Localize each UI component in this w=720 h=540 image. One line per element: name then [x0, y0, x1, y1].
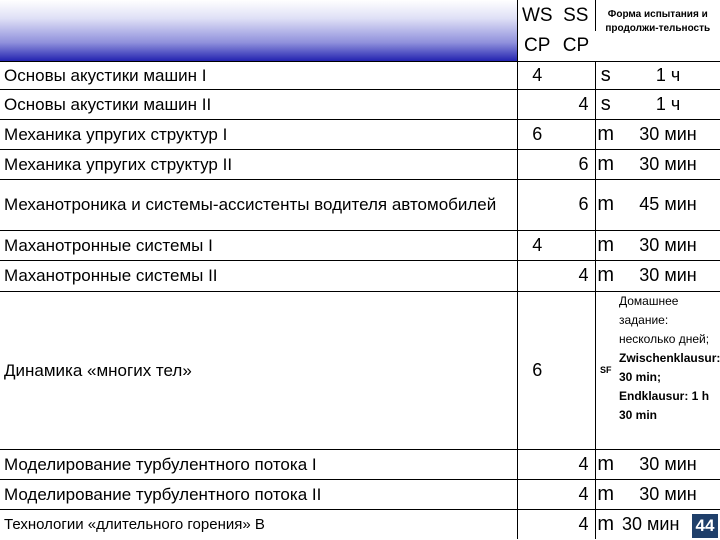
course-name: Механика упругих структур I: [0, 119, 517, 149]
ss-credits: 4: [557, 449, 595, 479]
exam-duration: 1 ч: [616, 89, 720, 119]
exam-form: m: [595, 149, 616, 179]
course-name: Механотроника и системы-ассистенты водителя автомобилей: [0, 179, 517, 230]
ss-credits: [557, 61, 595, 89]
ss-credits: [557, 230, 595, 260]
header-blank-cell: [0, 0, 517, 61]
duration-line: Zwischenklausur: 30 min;: [619, 350, 720, 384]
ws-credits: [517, 179, 557, 230]
ws-credits: 6: [517, 291, 557, 449]
exam-form: m: [595, 119, 616, 149]
table-row: [0, 119, 720, 149]
header-ws: WS: [521, 4, 553, 26]
table-row: [0, 61, 720, 89]
exam-duration: 30 мин: [616, 230, 720, 260]
exam-form: m: [595, 179, 616, 230]
page-number-badge: 44: [692, 514, 718, 538]
course-name: Основы акустики машин I: [0, 61, 517, 89]
ws-credits: 4: [517, 61, 557, 89]
exam-duration: 1 ч: [616, 61, 720, 89]
header-ss: SS: [557, 0, 595, 31]
ws-credits: [517, 449, 557, 479]
exam-form: m: [597, 512, 615, 535]
duration-line: Домашнее задание:: [619, 293, 679, 327]
table-row: [0, 479, 720, 509]
exam-duration: 45 мин: [616, 179, 720, 230]
header-cp-1: CP: [517, 31, 557, 61]
exam-duration: 30 мин: [622, 513, 680, 534]
table-row: [0, 260, 720, 291]
course-name: Динамика «многих тел»: [0, 291, 517, 449]
ss-credits: 4: [557, 260, 595, 291]
exam-duration: 30 мин: [616, 479, 720, 509]
exam-duration: 30 мин: [616, 449, 720, 479]
table-row: [0, 449, 720, 479]
ws-credits: [517, 149, 557, 179]
ss-credits: 6: [557, 179, 595, 230]
header-row-1: [0, 0, 720, 31]
ws-credits: [517, 479, 557, 509]
table-row: [0, 291, 720, 449]
exam-form: s: [595, 61, 616, 89]
exam-form: SF: [595, 291, 616, 449]
course-name: Моделирование турбулентного потока I: [0, 449, 517, 479]
duration-line: несколько дней;: [619, 331, 710, 346]
ss-credits: [557, 119, 595, 149]
exam-duration: 30 мин: [616, 119, 720, 149]
ws-credits: 6: [517, 119, 557, 149]
course-name: Моделирование турбулентного потока II: [0, 479, 517, 509]
exam-form: m: [595, 449, 616, 479]
ss-credits: [557, 291, 595, 449]
exam-duration-detail: [616, 291, 720, 449]
table-row: [0, 149, 720, 179]
exam-duration: 30 мин: [616, 260, 720, 291]
course-name: Маханотронные системы II: [0, 260, 517, 291]
course-name: Технологии «длительного горения» B: [0, 509, 517, 539]
ss-credits: 6: [557, 149, 595, 179]
table-row: [0, 89, 720, 119]
ws-credits: [517, 260, 557, 291]
ss-credits: 4: [557, 479, 595, 509]
course-name: Маханотронные системы I: [0, 230, 517, 260]
header-form-title: Форма испытания и продолжи-тельность: [595, 0, 720, 61]
ws-credits: [517, 89, 557, 119]
ws-credits: [517, 509, 557, 539]
course-name: Основы акустики машин II: [0, 89, 517, 119]
ws-credits: 4: [517, 230, 557, 260]
duration-line: Endklausur: 1 h 30 min: [619, 388, 710, 422]
exam-duration: 30 мин: [616, 149, 720, 179]
table-row: [0, 179, 720, 230]
table-row: [0, 230, 720, 260]
table-row: [0, 509, 720, 539]
exam-form: m: [595, 260, 616, 291]
course-name: Механика упругих структур II: [0, 149, 517, 179]
exam-form: m: [595, 230, 616, 260]
exam-form: s: [595, 89, 616, 119]
ss-credits: 4: [557, 509, 595, 539]
header-cp-2: CP: [557, 31, 595, 61]
ss-credits: 4: [557, 89, 595, 119]
exam-form: m: [595, 479, 616, 509]
